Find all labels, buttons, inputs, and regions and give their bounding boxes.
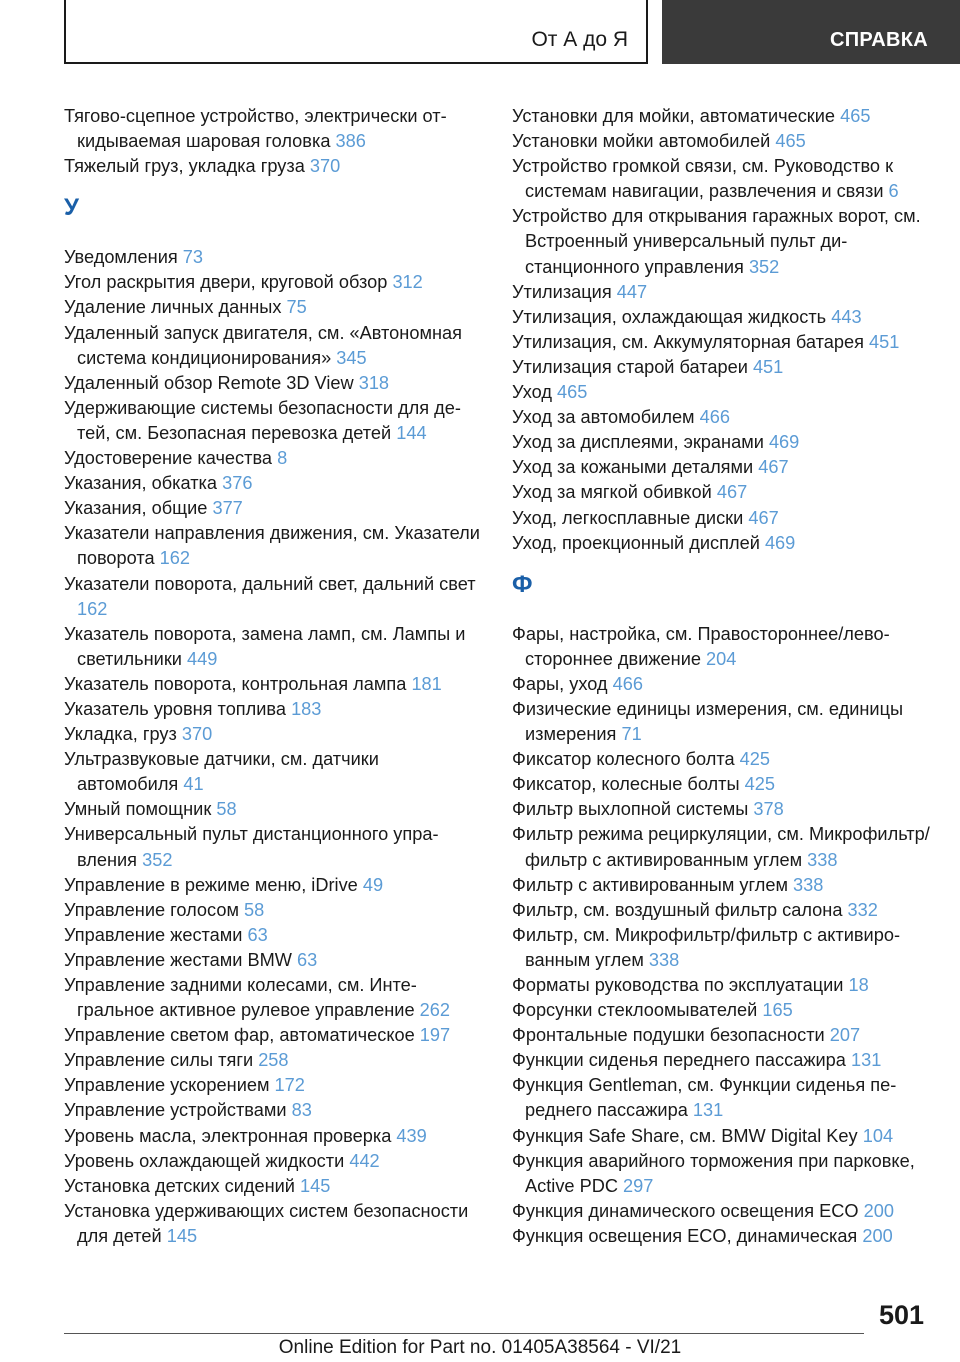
index-entry bbox=[64, 973, 484, 1023]
index-entry bbox=[64, 104, 484, 154]
index-entry bbox=[512, 1048, 932, 1073]
index-entry bbox=[512, 697, 932, 747]
page-link[interactable]: 352 bbox=[748, 256, 780, 277]
index-entry bbox=[64, 295, 484, 320]
index-entry-text: Указатели направления движения, см. Указатели поворота bbox=[64, 523, 480, 569]
index-entry-text: Ультразвуковые датчики, см. датчики автомобиля bbox=[64, 749, 379, 795]
index-entry-text: Управление устройствами bbox=[64, 1100, 287, 1121]
index-entry bbox=[64, 496, 484, 521]
index-entry bbox=[64, 446, 484, 471]
page-link[interactable]: 447 bbox=[616, 281, 648, 302]
page-link[interactable]: 469 bbox=[768, 432, 800, 453]
page-link[interactable]: 183 bbox=[291, 698, 322, 719]
index-entry-text: Установки мойки автомобилей bbox=[512, 131, 771, 152]
index-entry-text: Утилизация старой батареи bbox=[512, 356, 748, 377]
index-entry-text: Фиксатор колесного болта bbox=[512, 749, 735, 770]
page-link[interactable]: 181 bbox=[411, 673, 442, 694]
page-link[interactable]: 144 bbox=[396, 422, 427, 443]
page-link[interactable]: 439 bbox=[396, 1125, 427, 1146]
index-entry-text: Умный помощник bbox=[64, 799, 212, 820]
index-entry bbox=[512, 898, 932, 923]
page-link[interactable]: 469 bbox=[764, 532, 796, 553]
index-entry bbox=[512, 973, 932, 998]
index-entry bbox=[64, 245, 484, 270]
index-entry bbox=[64, 1073, 484, 1098]
index-entry bbox=[512, 873, 932, 898]
index-entry bbox=[512, 1124, 932, 1149]
index-entry-text: Функция Safe Share, см. BMW Digital Key bbox=[512, 1125, 858, 1146]
index-entry bbox=[64, 747, 484, 797]
index-entry bbox=[512, 822, 932, 872]
index-entry bbox=[512, 1149, 932, 1199]
index-entry-text: Форматы руководства по эксплуатации bbox=[512, 975, 844, 995]
index-entry bbox=[512, 1073, 932, 1123]
page-link[interactable]: 465 bbox=[557, 382, 588, 403]
index-entry-text: Удаленный запуск двигателя, см. «Автономная система кондиционирования» bbox=[64, 322, 462, 368]
index-entry bbox=[512, 797, 932, 822]
page-link[interactable]: 145 bbox=[166, 1225, 198, 1246]
index-entry bbox=[512, 330, 932, 355]
index-entry bbox=[512, 1199, 932, 1224]
page-link[interactable]: 58 bbox=[216, 799, 237, 820]
index-entry-text: Уход за мягкой обивкой bbox=[512, 482, 712, 503]
index-entry-text: Уход, проекционный дисплей bbox=[512, 532, 760, 553]
index-entry bbox=[64, 521, 484, 571]
section-title: От А до Я bbox=[531, 28, 628, 51]
index-entry-text: Управление жестами BMW bbox=[64, 949, 292, 970]
index-entry bbox=[64, 948, 484, 973]
section-tab-label: СПРАВКА bbox=[829, 29, 928, 51]
header-frame bbox=[64, 0, 648, 64]
index-entry-text: Устройство для открывания гаражных ворот, см. Встроенный универсальный пульт дистанционного управления bbox=[512, 206, 921, 277]
page-link[interactable]: 63 bbox=[297, 949, 318, 970]
page-link[interactable]: 8 bbox=[277, 448, 288, 469]
index-entry bbox=[512, 923, 932, 973]
index-entry bbox=[64, 1048, 484, 1073]
index-entry-text: Фары, уход bbox=[512, 673, 608, 694]
page-link[interactable]: 443 bbox=[831, 306, 862, 327]
page-link[interactable]: 200 bbox=[862, 1225, 893, 1246]
index-entry bbox=[64, 622, 484, 672]
page-link[interactable]: 466 bbox=[612, 673, 643, 694]
index-entry-text: Функция Gentleman, см. Функции сиденья переднего пассажира bbox=[512, 1075, 897, 1121]
index-entry bbox=[64, 396, 484, 446]
index-entry-text: Фиксатор, колесные болты bbox=[512, 774, 740, 795]
page-link[interactable]: 338 bbox=[648, 949, 680, 970]
page-link[interactable]: 465 bbox=[775, 131, 806, 152]
index-entry-text: Уровень охлаждающей жидкости bbox=[64, 1150, 345, 1171]
index-entry-text: Уход bbox=[512, 382, 552, 403]
index-entry bbox=[512, 104, 932, 129]
page-link[interactable]: 145 bbox=[300, 1175, 331, 1196]
page-link[interactable]: 451 bbox=[869, 331, 900, 352]
index-entry bbox=[64, 1023, 484, 1048]
index-entry-text: Уровень масла, электронная проверка bbox=[64, 1125, 392, 1146]
page-link[interactable]: 370 bbox=[309, 156, 341, 177]
index-entry bbox=[64, 873, 484, 898]
index-entry-text: Установка детских сидений bbox=[64, 1175, 295, 1196]
page-link[interactable]: 197 bbox=[419, 1025, 451, 1046]
page-link[interactable]: 467 bbox=[748, 507, 779, 528]
index-entry bbox=[64, 1199, 484, 1249]
index-entry bbox=[64, 923, 484, 948]
index-entry-text: Утилизация, см. Аккумуляторная батарея bbox=[512, 331, 864, 352]
page-link[interactable]: 207 bbox=[829, 1025, 861, 1046]
page-link[interactable]: 466 bbox=[699, 407, 730, 428]
index-entry-text: Фронтальные подушки безопасности bbox=[512, 1025, 825, 1046]
index-entry-text: Фильтр с активированным углем bbox=[512, 874, 788, 895]
page-link[interactable]: 297 bbox=[623, 1175, 654, 1196]
index-entry bbox=[64, 1124, 484, 1149]
index-entry-text: Управление голосом bbox=[64, 899, 239, 920]
index-entry-text: Фильтр, см. воздушный фильтр салона bbox=[512, 899, 843, 920]
page-link[interactable]: 71 bbox=[621, 724, 642, 745]
index-entry-text: Устройство громкой связи, см. Руководство к системам навигации, развлечения и связи bbox=[512, 156, 894, 202]
page-link[interactable]: 6 bbox=[888, 181, 899, 202]
index-entry bbox=[64, 722, 484, 747]
page-link[interactable]: 378 bbox=[753, 799, 784, 820]
index-entry-text: Удаленный обзор Remote 3D View bbox=[64, 372, 354, 393]
index-entry bbox=[64, 697, 484, 722]
index-entry-text: Уход за дисплеями, экранами bbox=[512, 432, 764, 453]
index-entry-text: Управление в режиме меню, iDrive bbox=[64, 874, 358, 895]
index-entry-text: Тягово-сцепное устройство, электрически откидываемая шаровая головка bbox=[64, 106, 447, 152]
index-entry-text: Утилизация bbox=[512, 281, 612, 302]
index-entry-text: Указания, обкатка bbox=[64, 473, 218, 494]
page-link[interactable]: 162 bbox=[77, 598, 108, 619]
page-link[interactable]: 442 bbox=[349, 1150, 380, 1171]
page-link[interactable]: 200 bbox=[863, 1200, 894, 1221]
page-link[interactable]: 63 bbox=[247, 924, 268, 945]
index-entry-text: Функция динамического освещения ECO bbox=[512, 1200, 859, 1221]
index-entry bbox=[512, 154, 932, 204]
section-tab[interactable] bbox=[662, 0, 960, 64]
index-entry bbox=[512, 622, 932, 672]
index-entry bbox=[512, 998, 932, 1023]
page-number: 501 bbox=[878, 1300, 924, 1330]
index-entry-text: Удостоверение качества bbox=[64, 448, 273, 469]
index-entry-text: Уведомления bbox=[64, 247, 178, 268]
page-link[interactable]: 425 bbox=[739, 749, 771, 770]
index-entry bbox=[512, 380, 932, 405]
page-link[interactable]: 338 bbox=[793, 874, 824, 895]
index-entry bbox=[64, 471, 484, 496]
index-entry-text: Уход за кожаными деталями bbox=[512, 457, 754, 478]
index-entry bbox=[64, 572, 484, 622]
index-entry-text: Указатели поворота, дальний свет, дальний свет bbox=[64, 573, 476, 594]
index-entry-text: Фильтр, см. Микрофильтр/фильтр с активированным углем bbox=[512, 924, 901, 970]
page-link[interactable]: 345 bbox=[336, 347, 367, 368]
index-entry-text: Фары, настройка, см. Правостороннее/левостороннее движение bbox=[512, 623, 890, 669]
page-link[interactable]: 104 bbox=[862, 1125, 894, 1146]
page-link[interactable]: 467 bbox=[716, 482, 748, 503]
index-entry bbox=[512, 747, 932, 772]
index-entry bbox=[64, 154, 484, 179]
index-entry-text: Функции сиденья переднего пассажира bbox=[512, 1050, 846, 1071]
index-entry-text: Фильтр режима рециркуляции, см. Микрофильтр/фильтр с активированным углем bbox=[512, 824, 930, 870]
index-entry-text: Управление жестами bbox=[64, 924, 243, 945]
index-letter-heading: Ф bbox=[512, 570, 533, 598]
index-entry-text: Удаление личных данных bbox=[64, 297, 282, 318]
page-link[interactable]: 49 bbox=[362, 874, 384, 895]
page-link[interactable]: 204 bbox=[706, 648, 737, 669]
index-entry-text: Угол раскрытия двери, круговой обзор bbox=[64, 272, 388, 293]
index-entry bbox=[512, 480, 932, 505]
page-link[interactable]: 318 bbox=[358, 372, 390, 393]
index-entry bbox=[512, 531, 932, 556]
page-link[interactable]: 467 bbox=[758, 457, 789, 478]
index-entry-text: Физические единицы измерения, см. единицы измерения bbox=[512, 698, 904, 745]
index-entry bbox=[512, 772, 932, 797]
page-link[interactable]: 131 bbox=[850, 1050, 882, 1071]
page-link[interactable]: 352 bbox=[142, 849, 173, 870]
index-entry-text: Фильтр выхлопной системы bbox=[512, 799, 749, 820]
index-entry-text: Управление ускорением bbox=[64, 1075, 270, 1096]
index-entry bbox=[64, 1149, 484, 1174]
page-link[interactable]: 258 bbox=[258, 1050, 289, 1071]
index-entry bbox=[64, 1098, 484, 1123]
index-entry-text: Уход за автомобилем bbox=[512, 407, 695, 428]
page-link[interactable]: 165 bbox=[762, 1000, 793, 1021]
index-entry bbox=[64, 321, 484, 371]
index-entry bbox=[64, 797, 484, 822]
page-link[interactable]: 162 bbox=[159, 548, 191, 569]
footer-divider bbox=[64, 1333, 864, 1334]
index-entry-text: Форсунки стеклоомывателей bbox=[512, 1000, 758, 1021]
page-link[interactable]: 451 bbox=[752, 356, 784, 377]
page-link[interactable]: 370 bbox=[181, 724, 213, 745]
index-entry-text: Указатель поворота, замена ламп, см. Лампы и светильники bbox=[64, 623, 466, 669]
page-link[interactable]: 425 bbox=[744, 774, 775, 795]
index-entry bbox=[64, 270, 484, 295]
page-link[interactable]: 41 bbox=[183, 774, 204, 795]
index-entry bbox=[512, 355, 932, 380]
index-entry-text: Функция освещения ECO, динамическая bbox=[512, 1225, 858, 1246]
page-link[interactable]: 75 bbox=[286, 297, 307, 318]
page-link[interactable]: 465 bbox=[840, 106, 871, 126]
index-entry-text: Функция аварийного торможения при парковке, Active PDC bbox=[512, 1150, 915, 1196]
page-link[interactable]: 377 bbox=[212, 498, 243, 519]
index-entry-text: Указания, общие bbox=[64, 498, 208, 519]
index-entry bbox=[512, 1023, 932, 1048]
page-link[interactable]: 332 bbox=[847, 899, 878, 920]
index-entry-text: Тяжелый груз, укладка груза bbox=[64, 156, 305, 177]
index-entry-text: Управление светом фар, автоматическое bbox=[64, 1025, 415, 1046]
index-entry bbox=[512, 430, 932, 455]
page-link[interactable]: 376 bbox=[222, 473, 253, 494]
index-entry bbox=[512, 506, 932, 531]
page-link[interactable]: 58 bbox=[244, 899, 265, 920]
index-entry-text: Универсальный пульт дистанционного управления bbox=[64, 824, 439, 870]
page-link[interactable]: 449 bbox=[187, 648, 218, 669]
index-entry-text: Установка удерживающих систем безопасности для детей bbox=[64, 1200, 469, 1246]
index-entry-text: Установки для мойки, автоматические bbox=[512, 106, 836, 126]
index-entry-text: Удерживающие системы безопасности для детей, см. Безопасная перевозка детей bbox=[64, 397, 461, 443]
page-link[interactable]: 73 bbox=[182, 247, 204, 268]
index-entry bbox=[64, 1174, 484, 1199]
index-entry bbox=[64, 898, 484, 923]
index-entry bbox=[512, 672, 932, 697]
index-entry-text: Управление силы тяги bbox=[64, 1050, 254, 1071]
index-letter-heading: У bbox=[64, 194, 79, 222]
page-link[interactable]: 83 bbox=[291, 1100, 312, 1121]
page-link[interactable]: 172 bbox=[274, 1075, 305, 1096]
index-entry bbox=[512, 280, 932, 305]
index-entry-text: Указатель поворота, контрольная лампа bbox=[64, 673, 407, 694]
index-entry bbox=[512, 1224, 932, 1249]
index-entry-text: Управление задними колесами, см. Интегральное активное рулевое управление bbox=[64, 975, 417, 1021]
page-link[interactable]: 18 bbox=[848, 975, 869, 995]
index-entry bbox=[64, 371, 484, 396]
index-entry bbox=[512, 305, 932, 330]
page-link[interactable]: 262 bbox=[419, 1000, 450, 1021]
index-column-right bbox=[512, 104, 932, 1249]
footer-edition: Online Edition for Part no. 01405A38564 - VI/21 bbox=[278, 1337, 682, 1358]
index-entry bbox=[64, 822, 484, 872]
index-entry bbox=[64, 672, 484, 697]
page-link[interactable]: 131 bbox=[692, 1100, 724, 1121]
index-entry bbox=[512, 129, 932, 154]
page-link[interactable]: 338 bbox=[807, 849, 838, 870]
index-entry-text: Утилизация, охлаждающая жидкость bbox=[512, 306, 827, 327]
index-entry-text: Уход, легкосплавные диски bbox=[512, 507, 744, 528]
index-entry bbox=[512, 405, 932, 430]
page-link[interactable]: 312 bbox=[392, 272, 423, 293]
index-entry-text: Укладка, груз bbox=[64, 724, 177, 745]
index-entry bbox=[512, 455, 932, 480]
index-column-left bbox=[64, 104, 484, 1249]
page-link[interactable]: 386 bbox=[335, 131, 366, 152]
index-entry-text: Указатель уровня топлива bbox=[64, 698, 286, 719]
index-entry bbox=[512, 204, 932, 279]
